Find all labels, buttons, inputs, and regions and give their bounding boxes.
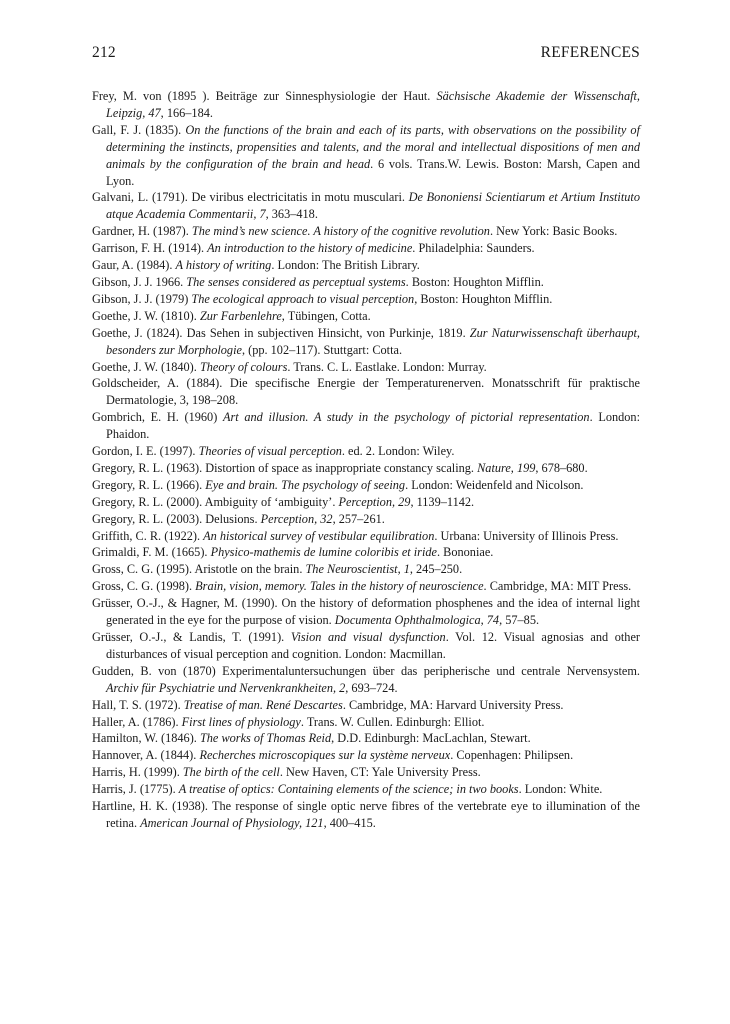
reference-title: Brain, vision, memory. Tales in the history of neuroscience	[195, 579, 484, 594]
reference-title: Zur Farbenlehre	[199, 308, 282, 323]
reference-entry	[92, 714, 640, 731]
reference-details: . Bononiae.	[437, 545, 494, 560]
reference-title: American Journal of Physiology, 121	[140, 815, 324, 830]
reference-entry	[92, 443, 640, 460]
reference-details: . Urbana: University of Illinois Press.	[434, 528, 619, 543]
reference-details: , 57–85.	[499, 613, 540, 628]
reference-title: Vision and visual dysfunction	[290, 630, 446, 644]
reference-entry	[92, 511, 640, 528]
reference-entry	[92, 274, 640, 291]
reference-details: . Cambridge, MA: MIT Press.	[483, 579, 632, 594]
reference-title: First lines of physiology	[181, 714, 301, 729]
reference-entry	[92, 663, 640, 697]
reference-text: Griffith, C. R. (1922).	[92, 528, 204, 543]
reference-title: Art and illusion. A study in the psychology of pictorial representation	[222, 410, 590, 425]
reference-text: Goldscheider, A. (1884). Die specifische Energie der Temperaturenerven. Monatsschrift für praktische Dermatologie, 3, 198–208.	[92, 376, 640, 408]
reference-title: The mind’s new science. A history of the cognitive revolution	[191, 224, 490, 239]
reference-text: Gross, C. G. (1998).	[92, 579, 196, 594]
reference-details: , Boston: Houghton Mifflin.	[414, 291, 553, 306]
reference-title: On the functions of the brain and each of its parts, with observations on the possibility of determining the instincts, propensities and talents, and the moral and intellectual dispositions of men and animals by the configuration of the brain and head	[106, 122, 640, 171]
reference-details: . New York: Basic Books.	[489, 224, 618, 239]
reference-text: Haller, A. (1786).	[92, 714, 182, 729]
reference-text: Gardner, H. (1987).	[92, 224, 192, 239]
reference-title: Recherches microscopiques sur la système nerveux	[199, 748, 451, 763]
reference-title: Perception, 32	[260, 511, 333, 526]
reference-text: Hall, T. S. (1972).	[92, 697, 184, 712]
page-header	[92, 44, 640, 62]
reference-text: Hamilton, W. (1846).	[92, 731, 200, 746]
reference-entry	[92, 477, 640, 494]
reference-details: . Trans. C. L. Eastlake. London: Murray.	[287, 359, 487, 374]
reference-entry	[92, 223, 640, 240]
reference-list	[92, 88, 640, 832]
reference-text: Gudden, B. von (1870) Experimentaluntersuchungen über das peripherische und centrale Nervensystem.	[92, 663, 640, 678]
reference-title: Archiv für Psychiatrie und Nervenkrankheiten, 2	[106, 680, 346, 695]
reference-title: A treatise of optics: Containing elements of the science; in two books	[178, 782, 519, 797]
reference-entry	[92, 561, 640, 578]
reference-text: Goethe, J. W. (1840).	[92, 359, 200, 374]
reference-title: Nature, 199	[477, 460, 536, 475]
reference-entry	[92, 375, 640, 409]
reference-title: Sächsische Akademie der Wissenschaft, Leipzig, 47	[106, 89, 640, 120]
reference-details: , Tübingen, Cotta.	[281, 308, 371, 323]
reference-text: Harris, J. (1775).	[92, 782, 179, 797]
reference-details: , (pp. 102–117). Stuttgart: Cotta.	[241, 342, 403, 357]
reference-title: Treatise of man. René Descartes	[183, 697, 343, 712]
reference-text: Grimaldi, F. M. (1665).	[92, 545, 211, 560]
reference-title: A history of writing	[175, 258, 272, 273]
reference-text: Grüsser, O.-J., & Hagner, M. (1990). On the history of deformation phosphenes and the idea of internal light generated in the eye for the purpose of vision.	[92, 596, 640, 628]
reference-title: An introduction to the history of medicine	[207, 241, 413, 256]
reference-text: Gross, C. G. (1995). Aristotle on the brain.	[92, 562, 306, 577]
reference-details: . ed. 2. London: Wiley.	[341, 444, 455, 459]
page-number: 212	[92, 44, 116, 61]
reference-entry	[92, 88, 640, 122]
reference-text: Garrison, F. H. (1914).	[92, 241, 208, 256]
reference-title: The ecological approach to visual perception	[191, 291, 415, 306]
reference-details: , 1139–1142.	[410, 494, 475, 509]
reference-text: Gombrich, E. H. (1960)	[92, 410, 223, 425]
reference-entry	[92, 798, 640, 832]
reference-title: Zur Naturwissenschaft überhaupt, besonders zur Morphologie	[106, 325, 640, 357]
reference-title: Perception, 29	[338, 494, 411, 509]
reference-details: . London: Phaidon.	[106, 410, 641, 442]
reference-entry	[92, 122, 640, 190]
reference-entry	[92, 494, 640, 511]
reference-details: . Philadelphia: Saunders.	[412, 241, 535, 256]
reference-text: Gibson, J. J. (1979)	[92, 291, 192, 306]
reference-text: Frey, M. von (1895 ). Beiträge zur Sinnesphysiologie der Haut.	[92, 89, 437, 103]
reference-text: Gregory, R. L. (2000). Ambiguity of ‘ambiguity’.	[92, 494, 339, 509]
reference-text: Goethe, J. (1824). Das Sehen in subjectiven Hinsicht, von Purkinje, 1819.	[92, 325, 470, 340]
reference-entry	[92, 240, 640, 257]
reference-text: Gordon, I. E. (1997).	[92, 444, 199, 459]
reference-details: . Trans. W. Cullen. Edinburgh: Elliot.	[300, 714, 485, 729]
reference-details: . London: The British Library.	[271, 258, 420, 273]
reference-entry	[92, 747, 640, 764]
reference-text: Hannover, A. (1844).	[92, 748, 200, 763]
reference-text: Goethe, J. W. (1810).	[92, 308, 200, 323]
reference-details: . Copenhagen: Philipsen.	[450, 748, 574, 763]
reference-text: Harris, H. (1999).	[92, 765, 183, 780]
reference-details: . 6 vols. Trans.W. Lewis. Boston: Marsh, Capen and Lyon.	[106, 156, 640, 188]
reference-entry	[92, 409, 640, 443]
reference-entry	[92, 308, 640, 325]
reference-text: Gregory, R. L. (1963). Distortion of space as inappropriate constancy scaling.	[92, 460, 478, 475]
reference-text: Gregory, R. L. (1966).	[92, 477, 206, 492]
reference-entry	[92, 730, 640, 747]
reference-details: , 693–724.	[345, 680, 398, 695]
reference-text: Gregory, R. L. (2003). Delusions.	[92, 511, 261, 526]
reference-details: . London: White.	[518, 782, 603, 797]
reference-title: Eye and brain. The psychology of seeing	[205, 477, 406, 492]
reference-text: Gibson, J. J. 1966.	[92, 274, 187, 289]
reference-title: Theory of colours	[199, 359, 288, 374]
reference-details: , 166–184.	[160, 105, 213, 120]
reference-details: . Boston: Houghton Mifflin.	[405, 274, 544, 289]
reference-details: , D.D. Edinburgh: MacLachlan, Stewart.	[331, 731, 531, 746]
reference-details: , 678–680.	[535, 460, 588, 475]
reference-title: Theories of visual perception	[198, 444, 342, 459]
reference-text: Gall, F. J. (1835).	[92, 122, 186, 137]
reference-entry	[92, 325, 640, 359]
reference-entry	[92, 291, 640, 308]
reference-entry	[92, 460, 640, 477]
reference-title: The birth of the cell	[182, 765, 280, 780]
reference-entry	[92, 781, 640, 798]
reference-details: . London: Weidenfeld and Nicolson.	[405, 477, 584, 492]
reference-details: , 245–250.	[409, 562, 463, 577]
reference-text: Gaur, A. (1984).	[92, 258, 176, 273]
reference-details: . Cambridge, MA: Harvard University Press.	[342, 697, 564, 712]
reference-entry	[92, 544, 640, 561]
reference-details: , 257–261.	[332, 511, 385, 526]
reference-entry	[92, 257, 640, 274]
reference-entry	[92, 189, 640, 223]
reference-entry	[92, 595, 640, 629]
reference-entry	[92, 578, 640, 595]
reference-text: Hartline, H. K. (1938). The response of single optic nerve fibres of the vertebrate eye to illumination of the retina.	[92, 799, 640, 830]
reference-entry	[92, 764, 640, 781]
reference-details: , 363–418.	[265, 207, 318, 222]
reference-title: An historical survey of vestibular equilibration	[203, 528, 435, 543]
reference-title: Documenta Ophthalmologica, 74	[334, 613, 500, 628]
reference-entry	[92, 359, 640, 376]
reference-entry	[92, 629, 640, 663]
reference-title: The works of Thomas Reid	[199, 731, 332, 746]
reference-title: Physico-mathemis de lumine coloribis et iride	[210, 545, 437, 560]
reference-details: . New Haven, CT: Yale University Press.	[279, 765, 481, 780]
reference-text: Grüsser, O.-J., & Landis, T. (1991).	[92, 630, 291, 644]
reference-entry	[92, 697, 640, 714]
reference-title: The senses considered as perceptual systems	[186, 274, 406, 289]
reference-entry	[92, 528, 640, 545]
reference-title: De Bononiensi Scientiarum et Artium Instituto atque Academia Commentarii, 7	[106, 190, 640, 222]
reference-details: , 400–415.	[323, 815, 376, 830]
reference-text: Galvani, L. (1791). De viribus electricitatis in motu musculari.	[92, 190, 409, 205]
reference-title: The Neuroscientist, 1	[305, 562, 410, 577]
reference-details: . Vol. 12. Visual agnosias and other disturbances of visual perception and cognition. London: Macmillan.	[106, 630, 640, 661]
section-title: REFERENCES	[540, 44, 640, 61]
